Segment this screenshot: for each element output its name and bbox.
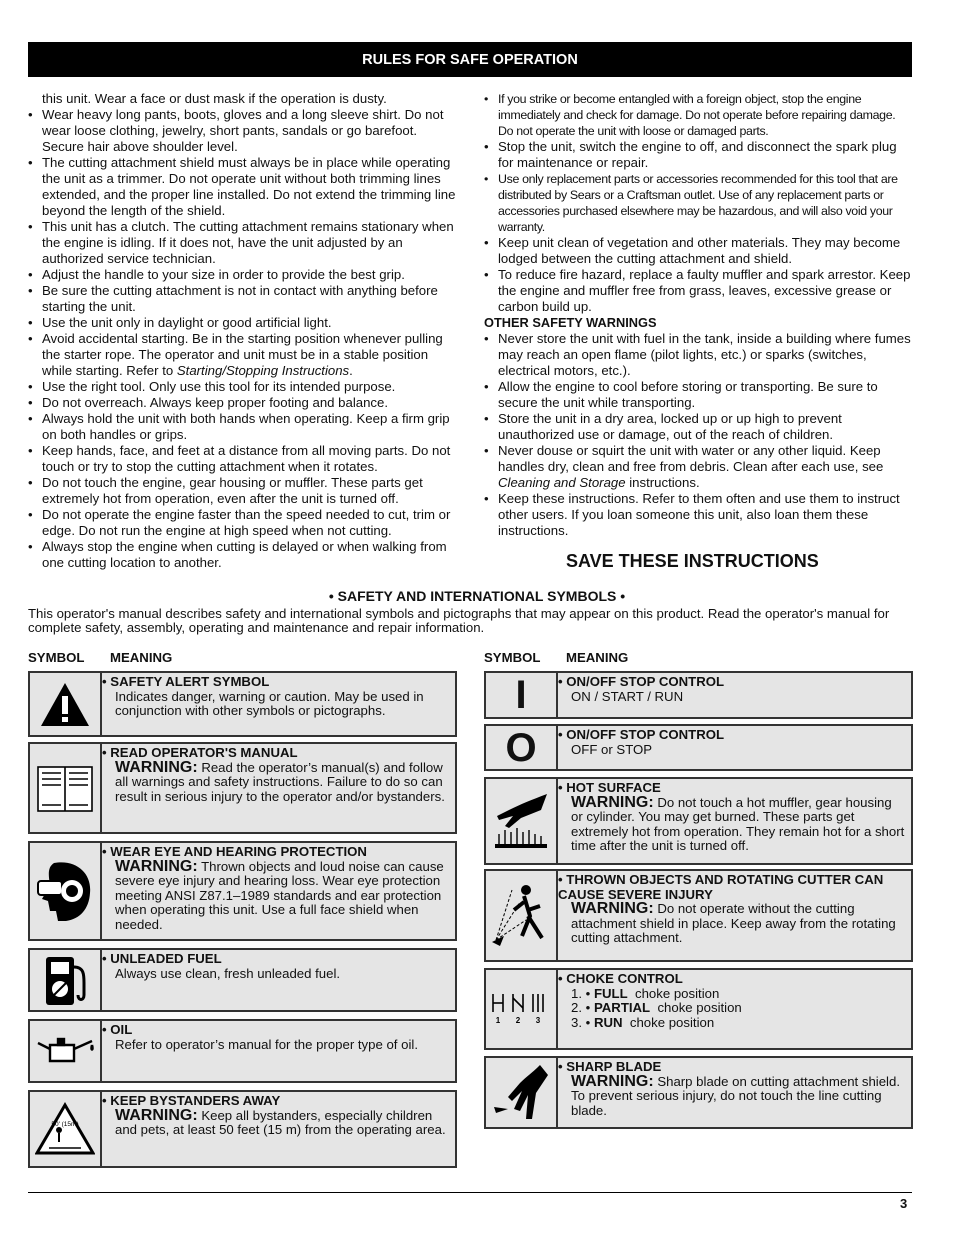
meaning-header-left: MEANING <box>110 650 173 665</box>
symbol-row-keep-bystanders-away: 50' (15m) • KEEP BYSTANDERS AWAY WARNING: Keep all bystanders, especially children and pets, at least 50 feet (15 m) from the operating area. <box>28 1090 457 1168</box>
rule-item: • If you strike or become entangled with a foreign object, stop the engine immediately and check for damage. Do not operate before repairing damage. Do not operate the unit with loose or damaged parts. <box>484 91 912 139</box>
rule-item: • To reduce fire hazard, replace a faulty muffler and spark arrestor. Keep the engine and muffler free from grass, leaves, excessive grease or carbon build up. <box>484 267 912 315</box>
left-rules-column <box>28 91 456 571</box>
symbol-row-safety-alert: • SAFETY ALERT SYMBOL Indicates danger, warning or caution. May be used in conjunction with other symbols or pictographs. <box>28 671 457 737</box>
rule-item: • Adjust the handle to your size in order to provide the best grip. <box>28 267 456 283</box>
fuel-pump-icon <box>30 950 102 1010</box>
other-warnings-heading: OTHER SAFETY WARNINGS <box>484 315 657 330</box>
rule-item: • Always stop the engine when cutting is delayed or when walking from one cutting location to another. <box>28 539 456 571</box>
on-symbol-icon: I <box>486 673 558 717</box>
symbol-row-thrown-objects: • THROWN OBJECTS AND ROTATING CUTTER CAN CAUSE SEVERE INJURY WARNING: Do not operate without the cutting attachment shield in place. Keep away from the rotating cutting attachment. <box>484 869 913 962</box>
choke-position-1: 1 <box>495 1016 501 1025</box>
starting-reference: Starting/Stopping Instructions <box>176 363 350 378</box>
thrown-objects-icon <box>486 871 558 960</box>
rule-item: • The cutting attachment shield must always be in place while operating the unit as a trimmer. Do not operate unit without both trimming lines extended, and the proper line installed. Do not extend the trimming line beyond the length of the shield. <box>28 155 456 219</box>
symbol-row-choke-control: 1 2 3 • CHOKE CONTROL 1. • FULL choke position 2. • PARTIAL choke position 3. • RUN choke position <box>484 968 913 1050</box>
rule-item: • Allow the engine to cool before storing or transporting. Be sure to secure the unit while transporting. <box>484 379 912 411</box>
choke-position-2: 2 <box>515 1016 521 1025</box>
choke-item: 1. • FULL choke position <box>571 985 720 1001</box>
other-warnings-list <box>484 331 912 539</box>
right-rules-column <box>484 91 912 539</box>
open-manual-icon <box>30 744 102 832</box>
rule-item: • Never douse or squirt the unit with water or any other liquid. Keep handles dry, clean and free from debris. Clean after each use, see Cleaning and Storage instructions. <box>484 443 912 491</box>
meaning-header-right: MEANING <box>566 650 629 665</box>
choke-item: 2. • PARTIAL choke position <box>571 1000 742 1015</box>
symbols-intro: This operator's manual describes safety and international symbols and pictographs that may appear on this product. Read the operator's manual for complete safety, assembly, operating and maintenance and repair information. <box>28 606 890 635</box>
continuation-text: this unit. Wear a face or dust mask if the operation is dusty. <box>42 91 387 106</box>
choke-item: 3. • RUN choke position <box>571 1014 715 1030</box>
rule-item: • Do not touch the engine, gear housing or muffler. These parts get extremely hot from operation, even after the unit is turned off. <box>28 475 456 507</box>
section-banner <box>28 42 912 77</box>
symbol-row-sharp-blade: • SHARP BLADE WARNING: Sharp blade on cutting attachment shield. To prevent serious injury, do not touch the line cutting blade. <box>484 1056 913 1129</box>
page-number: 3 <box>900 1196 908 1211</box>
right-rules-list <box>484 91 912 315</box>
symbol-row-on-control: I • ON/OFF STOP CONTROL ON / START / RUN <box>484 671 913 719</box>
choke-control-icon <box>486 970 558 1048</box>
section-title: RULES FOR SAFE OPERATION <box>362 51 578 68</box>
rule-item: • Stop the unit, switch the engine to off, and disconnect the spark plug for maintenance or repair. <box>484 139 912 171</box>
rule-item: • Keep unit clean of vegetation and other materials. They may become lodged between the cutting attachment and shield. <box>484 235 912 267</box>
symbol-header-right: SYMBOL <box>484 650 541 665</box>
rule-item: • Keep hands, face, and feet at a distance from all moving parts. Do not touch or try to stop the cutting attachment when it rotates. <box>28 443 456 475</box>
rule-item: • This unit has a clutch. The cutting attachment remains stationary when the engine is idling. If it does not, have the unit adjusted by an authorized service technician. <box>28 219 456 267</box>
rule-item: • Store the unit in a dry area, locked up or up high to prevent unauthorized use or damage, out of the reach of children. <box>484 411 912 443</box>
off-symbol-icon: O <box>486 726 558 769</box>
rule-item: • Use the right tool. Only use this tool for its intended purpose. <box>28 379 456 395</box>
rule-item: • Use the unit only in daylight or good artificial light. <box>28 315 456 331</box>
symbol-row-eye-hearing: • WEAR EYE AND HEARING PROTECTION WARNING: Thrown objects and loud noise can cause severe eye injury and hearing loss. Wear eye protection meeting ANSI Z87.1–1989 standards and ear protection when operating this unit. Use a full face shield when needed. <box>28 841 457 941</box>
bystanders-away-icon <box>30 1092 102 1166</box>
rule-item: • Do not operate the engine faster than the speed needed to cut, trim or edge. Do not run the engine at high speed when not cutting. <box>28 507 456 539</box>
choke-position-3: 3 <box>535 1016 541 1025</box>
left-rules-list <box>28 107 456 571</box>
symbol-row-oil: • OIL Refer to operator’s manual for the proper type of oil. <box>28 1019 457 1083</box>
rule-item: • Avoid accidental starting. Be in the starting position whenever pulling the starter rope. The operator and unit must be in a stable position while starting. Refer to Starting/Stopping Instructions. <box>28 331 456 379</box>
symbols-title: • SAFETY AND INTERNATIONAL SYMBOLS • <box>328 588 626 604</box>
rule-item: • Wear heavy long pants, boots, gloves and a long sleeve shirt. Do not wear loose clothing, jewelry, short pants, sandals or go barefoot. Secure hair above shoulder level. <box>28 107 456 155</box>
symbol-row-read-manual: • READ OPERATOR'S MANUAL WARNING: Read the operator’s manual(s) and follow all warnings and safety instructions. Failure to do so can result in serious injury to the operator and/or bystanders. <box>28 742 457 834</box>
symbol-row-hot-surface: • HOT SURFACE WARNING: Do not touch a hot muffler, gear housing or cylinder. You may get burned. These parts get extremely hot from operation. They remain hot for a short time after the unit is turned off. <box>484 777 913 865</box>
symbol-row-unleaded-fuel: • UNLEADED FUEL Always use clean, fresh unleaded fuel. <box>28 948 457 1012</box>
bystander-distance-label: 50' (15m) <box>51 1121 79 1128</box>
cleaning-reference: Cleaning and Storage <box>498 475 626 490</box>
sharp-blade-icon <box>486 1058 558 1127</box>
footer-rule <box>28 1192 912 1193</box>
symbol-header-left: SYMBOL <box>28 650 85 665</box>
hot-surface-icon <box>486 779 558 863</box>
safety-alert-icon <box>30 673 102 735</box>
rule-item: • Use only replacement parts or accessories recommended for this tool that are distributed by Sears or a Craftsman outlet. Use of any replacement parts or accessories purchased elsewhere may be hazardous, and will also void your warranty. <box>484 171 912 235</box>
symbol-row-off-control: O • ON/OFF STOP CONTROL OFF or STOP <box>484 724 913 771</box>
rule-item: • Be sure the cutting attachment is not in contact with anything before starting the unit. <box>28 283 456 315</box>
rule-item: • Never store the unit with fuel in the tank, inside a building where fumes may reach an open flame (pilot lights, etc.) or sparks (switches, electrical motors, etc.). <box>484 331 912 379</box>
oil-can-icon <box>30 1021 102 1081</box>
rule-item: • Keep these instructions. Refer to them often and use them to instruct other users. If you loan someone this unit, also loan them these instructions. <box>484 491 912 539</box>
save-instructions-heading: SAVE THESE INSTRUCTIONS <box>566 551 819 571</box>
rule-item: • Do not overreach. Always keep proper footing and balance. <box>28 395 456 411</box>
rule-item: • Always hold the unit with both hands when operating. Keep a firm grip on both handles or grips. <box>28 411 456 443</box>
eye-hearing-protection-icon <box>30 843 102 939</box>
